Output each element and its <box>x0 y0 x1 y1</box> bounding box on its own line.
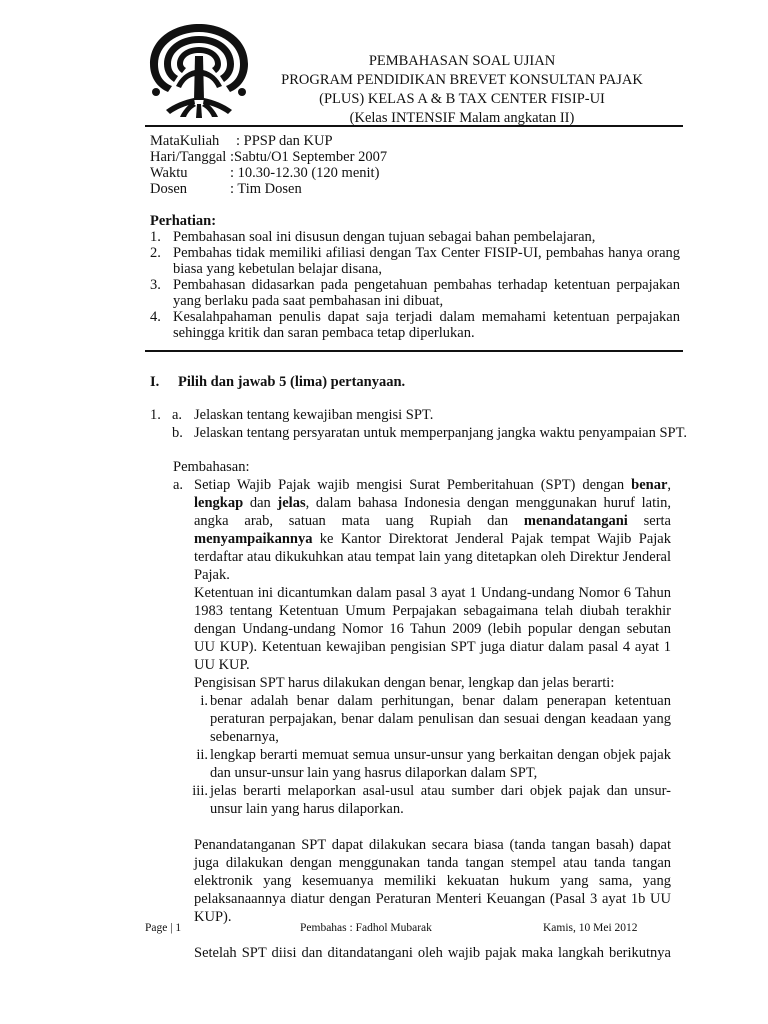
info-label: Hari/Tanggal <box>150 149 227 165</box>
notice-item <box>150 245 680 277</box>
info-label: Dosen <box>150 181 188 197</box>
notice-number: 3. <box>150 277 161 293</box>
info-value: :Sabtu/O1 September 2007 <box>230 149 388 165</box>
footer-date: Kamis, 10 Mei 2012 <box>543 922 638 934</box>
answer-paragraph-3: Pengisisan SPT harus dilakukan dengan benar, lengkap dan jelas berarti: <box>194 675 615 691</box>
info-label: Waktu <box>150 165 188 181</box>
criteria-number: ii. <box>196 747 208 763</box>
answer-letter: a. <box>173 477 184 493</box>
footer-page-number: Page | 1 <box>145 922 182 934</box>
text-run: dan <box>243 495 278 511</box>
question-letter: a. <box>172 407 183 423</box>
header-line-2: PROGRAM PENDIDIKAN BREVET KONSULTAN PAJAK <box>281 72 643 88</box>
criteria-text: jelas berarti melaporkan asal-usul atau sumber dari objek pajak dan unsur-unsur lain yang harus dilaporkan. <box>210 783 671 817</box>
answer-paragraph-2: Ketentuan ini dicantumkan dalam pasal 3 ayat 1 Undang-undang Nomor 6 Tahun 1983 tentang Ketentuan Umum Perpajakan sebagaimana telah diubah terakhir dengan Undang-undang Nomor 16 Tahun 2009 (lebih popular dengan sebutan UU KUP). Ketentuan kewajiban pengisian SPT juga diatur dalam pasal 4 ayat 1 UU KUP. <box>194 585 671 673</box>
notice-list <box>150 229 680 341</box>
header-line-4: (Kelas INTENSIF Malam angkatan II) <box>349 110 575 126</box>
section-heading <box>150 374 405 391</box>
criteria-item <box>194 746 671 782</box>
question-text: Jelaskan tentang persyaratan untuk memperpanjang jangka waktu penyampaian SPT. <box>194 425 687 441</box>
criteria-number: iii. <box>192 783 208 799</box>
bold-term: benar <box>631 477 668 493</box>
question-item <box>150 424 687 442</box>
question-number: 1. <box>150 407 161 423</box>
header-line-3: (PLUS) KELAS A & B TAX CENTER FISIP-UI <box>319 91 605 107</box>
text-run: serta <box>627 513 671 529</box>
spacer <box>194 818 671 836</box>
answer-part-a <box>173 476 671 962</box>
question-item <box>150 406 680 424</box>
answer-label: Pembahasan: <box>173 459 250 475</box>
criteria-text: lengkap berarti memuat semua unsur-unsur yang berkaitan dengan objek pajak dan unsur-unsur lain yang hasrus dilaporkan dalam SPT, <box>210 747 671 781</box>
notice-text: Pembahasan soal ini disusun dengan tujuan sebagai bahan pembelajaran, <box>173 229 596 245</box>
text-run: , <box>667 477 671 493</box>
notice-section <box>150 213 680 341</box>
notice-item <box>150 229 680 245</box>
university-emblem-icon <box>142 20 257 120</box>
header-line-1: PEMBAHASAN SOAL UJIAN <box>368 53 556 69</box>
notice-number: 2. <box>150 245 161 261</box>
criteria-list <box>194 692 671 818</box>
criteria-item <box>194 782 671 818</box>
answer-paragraph-4: Penandatanganan SPT dapat dilakukan secara biasa (tanda tangan basah) dapat juga dilakukan dengan menggunakan tanda tangan stempel atau tanda tangan elektronik yang kesemuanya memiliki kekuatan hukum yang sama, yang pelaksanaannya diatur dengan Peraturan Menteri Keuangan (Pasal 3 ayat 1b UU KUP). <box>194 837 671 925</box>
document-header <box>262 52 662 128</box>
header-divider <box>145 125 683 127</box>
bold-term: lengkap <box>194 495 244 511</box>
info-value: : Tim Dosen <box>230 181 302 197</box>
footer-author: Pembahas : Fadhol Mubarak <box>300 922 432 934</box>
text-run: , dalam bahasa Indonesia dengan menggunakan huruf latin, angka arab, satuan mata uang Rupiah dan <box>194 495 672 529</box>
notice-number: 1. <box>150 229 161 245</box>
info-label: MataKuliah <box>150 133 220 149</box>
section-title: Pilih dan jawab 5 (lima) pertanyaan. <box>178 374 406 390</box>
section-number: I. <box>150 374 160 390</box>
text-run: ke Kantor Direktorat Jenderal Pajak tempat Wajib Pajak terdaftar atau dikukuhkan atau tempat lain yang ditetapkan oleh Direktur Jenderal Pajak. <box>194 531 671 583</box>
bold-term: menyampaikannya <box>194 531 313 547</box>
notice-text: Pembahas tidak memiliki afiliasi dengan Tax Center FISIP-UI, pembahas hanya orang biasa yang kebetulan belajar disana, <box>173 245 680 277</box>
criteria-number: i. <box>200 693 208 709</box>
notice-item <box>150 277 680 309</box>
question-text: Jelaskan tentang kewajiban mengisi SPT. <box>194 407 434 423</box>
text-run: Setiap Wajib Pajak wajib mengisi Surat Pemberitahuan (SPT) dengan <box>194 477 632 493</box>
answer-paragraph-1 <box>194 476 671 584</box>
notice-number: 4. <box>150 309 161 325</box>
answer-paragraph-5: Setelah SPT diisi dan ditandatangani oleh wajib pajak maka langkah berikutnya <box>194 945 671 961</box>
section-divider <box>145 350 683 352</box>
criteria-text: benar adalah benar dalam perhitungan, benar dalam penerapan ketentuan peraturan perpajakan, benar dalam penulisan dan sesuai dengan keadaan yang sebenarnya, <box>210 693 671 745</box>
notice-heading: Perhatian: <box>150 213 217 229</box>
bold-term: menandatangani <box>523 513 628 529</box>
info-value: : PPSP dan KUP <box>236 133 333 149</box>
answer-section <box>173 458 671 962</box>
info-value: : 10.30-12.30 (120 menit) <box>230 165 380 181</box>
question-letter: b. <box>172 425 183 441</box>
notice-text: Pembahasan didasarkan pada pengetahuan pembahas terhadap ketentuan perpajakan yang berlaku pada saat pembahasan ini dibuat, <box>173 277 680 309</box>
bold-term: jelas <box>277 495 306 511</box>
criteria-item <box>194 692 671 746</box>
notice-text: Kesalahpahaman penulis dapat saja terjadi dalam memahami ketentuan perpajakan sehingga kritik dan saran pembaca tetap diperlukan. <box>173 309 680 341</box>
notice-item <box>150 309 680 341</box>
question-list <box>150 406 687 442</box>
